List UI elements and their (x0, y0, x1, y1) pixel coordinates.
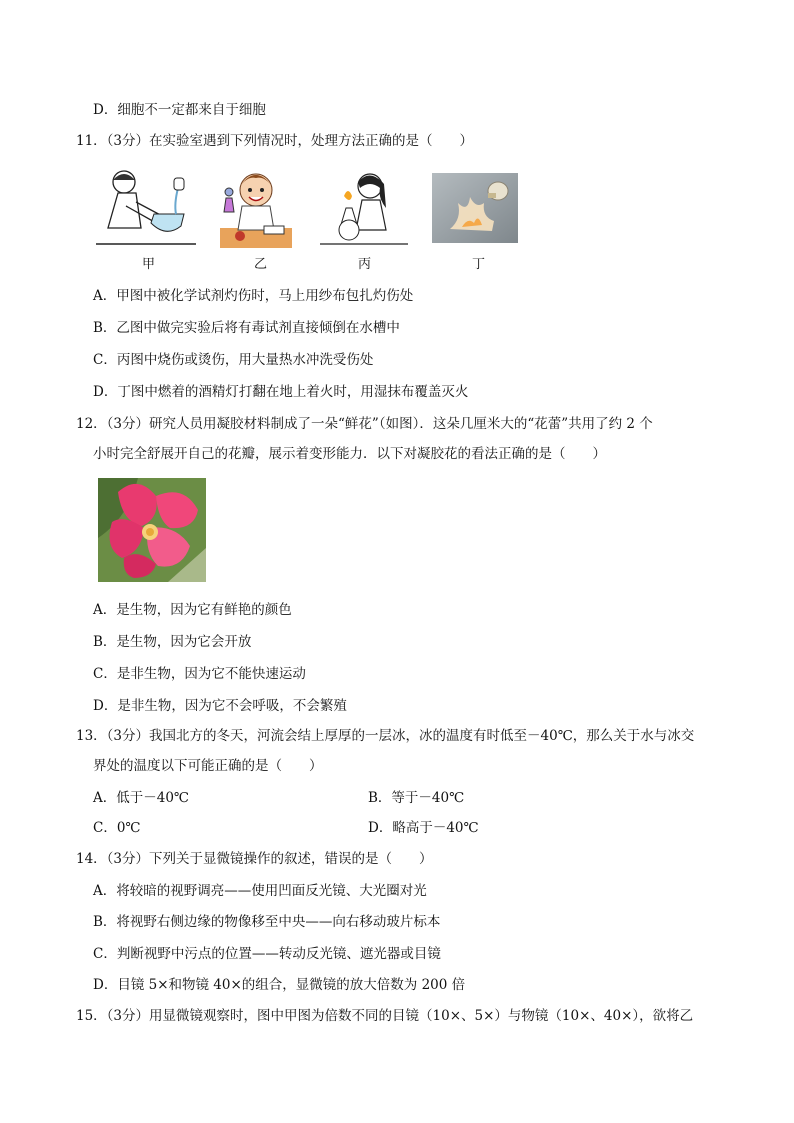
question-13-stem-line-2: 界处的温度以下可能正确的是（ ） (93, 758, 323, 774)
figure-yi-image (220, 168, 292, 248)
question-13-option-c: C．0℃ (93, 820, 141, 836)
question-14-stem: 14．（3分）下列关于显微镜操作的叙述，错误的是（ ） (76, 851, 433, 867)
figure-caption-yi: 乙 (254, 257, 268, 272)
question-11-stem: 11．（3分）在实验室遇到下列情况时，处理方法正确的是（ ） (76, 133, 474, 149)
question-14-option-c: C．判断视野中污点的位置——转动反光镜、遮光器或目镜 (93, 946, 441, 962)
question-11-figures (96, 168, 526, 273)
question-14-option-d: D．目镜 5×和物镜 40×的组合，显微镜的放大倍数为 200 倍 (93, 977, 466, 993)
question-14-option-b: B．将视野右侧边缘的物像移至中央——向右移动玻片标本 (93, 914, 441, 930)
question-13-option-b: B．等于－40℃ (368, 790, 465, 806)
question-12-option-d: D．是非生物，因为它不会呼吸，不会繁殖 (93, 698, 347, 714)
figure-caption-jia: 甲 (142, 257, 156, 272)
figure-caption-ding: 丁 (472, 257, 486, 272)
figure-bing-image (320, 168, 408, 248)
question-12-option-b: B．是生物，因为它会开放 (93, 634, 252, 650)
question-11-option-b: B．乙图中做完实验后将有毒试剂直接倾倒在水槽中 (93, 320, 400, 336)
question-10-option-d: D．细胞不一定都来自于细胞 (93, 102, 266, 118)
question-12-option-a: A．是生物，因为它有鲜艳的颜色 (93, 602, 292, 618)
figure-ding-image (432, 168, 518, 248)
question-14-option-a: A．将较暗的视野调亮——使用凹面反光镜、大光圈对光 (93, 883, 427, 899)
question-13-option-d: D．略高于－40℃ (368, 820, 479, 836)
question-15-stem: 15．（3分）用显微镜观察时，图中甲图为倍数不同的目镜（10×、5×）与物镜（10×、40×），欲将乙 (76, 1008, 694, 1024)
question-11-option-c: C．丙图中烧伤或烫伤，用大量热水冲洗受伤处 (93, 352, 374, 368)
gel-flower-image (98, 478, 206, 582)
question-13-option-a: A．低于－40℃ (93, 790, 190, 806)
question-11-option-a: A．甲图中被化学试剂灼伤时，马上用纱布包扎灼伤处 (93, 288, 414, 304)
figure-caption-bing: 丙 (358, 257, 372, 272)
question-12-stem-line-2: 小时完全舒展开自己的花瓣，展示着变形能力．以下对凝胶花的看法正确的是（ ） (93, 446, 606, 462)
question-12-option-c: C．是非生物，因为它不能快速运动 (93, 666, 306, 682)
figure-jia-image (96, 168, 196, 248)
question-11-option-d: D．丁图中燃着的酒精灯打翻在地上着火时，用湿抹布覆盖灭火 (93, 384, 469, 400)
question-12-stem-line-1: 12．（3分）研究人员用凝胶材料制成了一朵“鲜花”（如图）．这朵几厘米大的“花蕾”共用了约 2 个 (76, 416, 653, 432)
question-13-stem-line-1: 13．（3分）我国北方的冬天，河流会结上厚厚的一层冰，冰的温度有时低至－40℃，那么关于水与冰交 (76, 728, 695, 744)
